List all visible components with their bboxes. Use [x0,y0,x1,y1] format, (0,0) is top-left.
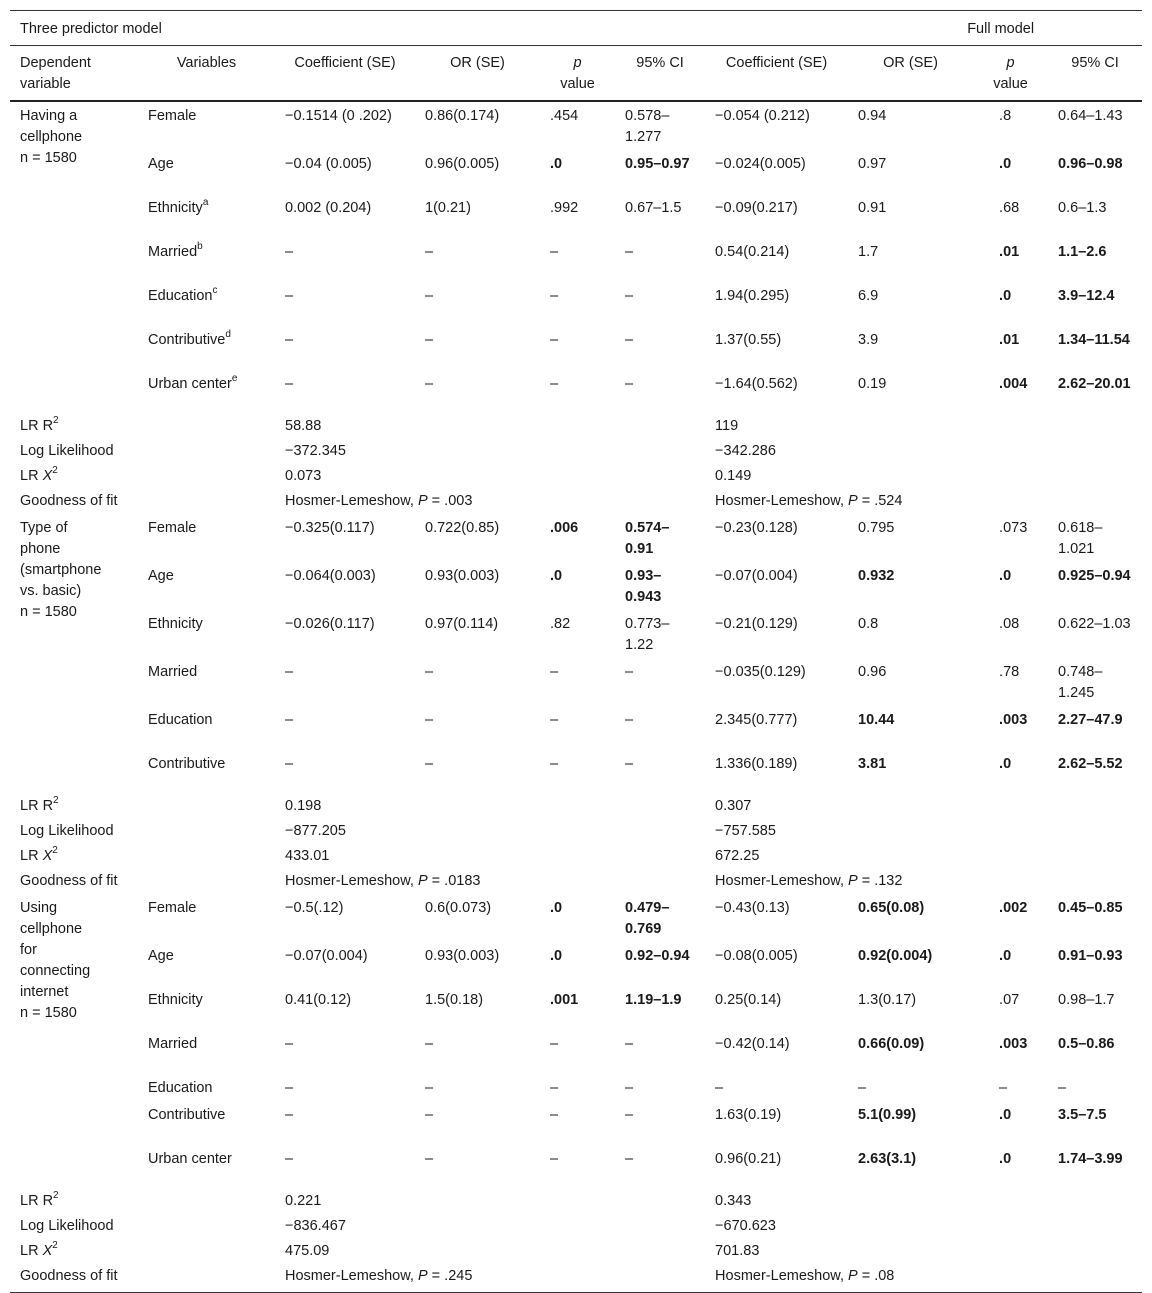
table-cell: Married [148,1036,198,1052]
col-coefficient-se: Coefficient (SE) [275,46,415,102]
table-cell: −372.345 [285,443,346,459]
table-cell: 0.8 [858,616,879,632]
stat-row-goodness-of-fit [10,489,1142,514]
table-cell: 3.9 [858,332,879,348]
table-cell: – [285,712,294,728]
table-cell: 1.63(0.19) [715,1107,782,1123]
stat-row-lr-x2 [10,844,1142,869]
table-cell: – [625,712,634,728]
table-cell: Hosmer-Lemeshow, P = .132 [715,873,903,889]
table-cell: 1.5(0.18) [425,992,484,1008]
table-cell: Education$^c$ [148,285,218,304]
table-cell: Hosmer-Lemeshow, P = .245 [275,1264,705,1293]
table-cell: Married$^b$ [148,241,203,260]
table-cell: – [425,332,434,348]
table-cell: Contributive [148,756,226,772]
table-cell: Urban center$^e$ [148,373,238,392]
table-cell: Ethnicity [148,616,203,632]
table-cell: – [550,288,559,304]
table-cell: .0 [999,756,1012,772]
table-cell: 119 [715,418,739,434]
table-row [10,1101,1142,1145]
table-cell: 0.93(0.003) [425,948,500,964]
table-cell: – [425,1151,434,1167]
table-cell: .0 [999,156,1012,172]
table-cell: 0.307 [715,798,752,814]
table-cell: LR $R^2$ [20,1190,59,1209]
table-cell: −836.467 [285,1218,346,1234]
table-cell: Log Likelihood [20,823,114,839]
table-cell: 2.27–47.9 [1058,712,1123,728]
table-row [10,370,1142,414]
table-row [10,750,1142,794]
table-cell: 0.97(0.114) [425,616,499,632]
table-cell: 0.748–1.245 [1058,664,1103,701]
table-row [10,101,1142,150]
table-cell: – [550,376,559,392]
table-cell: – [425,1080,434,1096]
table-cell: 0.91–0.93 [1058,948,1123,964]
stat-row-lr-r2 [10,794,1142,819]
table-cell: .68 [999,200,1020,216]
table-cell: – [425,288,434,304]
table-cell: – [425,1036,434,1052]
three-predictor-heading: Three predictor model [10,11,615,46]
table-cell: Log Likelihood [20,1218,114,1234]
col-or-se: OR (SE) [415,46,540,102]
table-cell: Hosmer-Lemeshow, P = .003 [285,493,473,509]
table-cell: 701.83 [715,1243,760,1259]
table-cell: Log Likelihood [20,443,114,459]
table-cell: .0 [999,1107,1012,1123]
table-cell: 1.34–11.54 [1058,332,1130,348]
table-cell: −0.064(0.003) [285,568,376,584]
table-cell: – [285,756,294,772]
table-cell: – [425,376,434,392]
table-cell: .0 [550,948,563,964]
table-cell: Goodness of fit [20,873,118,889]
table-cell: 2.62–20.01 [1058,376,1131,392]
table-cell: 0.65(0.08) [858,900,925,916]
table-cell: .01 [999,244,1020,260]
table-cell: 0.149 [715,468,752,484]
table-cell: −0.04 (0.005) [285,156,372,172]
table-cell: 0.574–0.91 [625,520,670,557]
table-cell: – [285,1080,294,1096]
table-cell: 0.97 [858,156,887,172]
table-cell: – [285,664,294,680]
table-cell: −0.054 (0.212) [715,108,810,124]
table-cell: .08 [999,616,1020,632]
table-row [10,610,1142,658]
table-row [10,1145,1142,1189]
table-cell: Urban center [148,1151,232,1167]
col-variables: Variables [138,46,275,102]
table-cell: Age [148,568,174,584]
table-cell: – [550,712,559,728]
table-cell: – [550,756,559,772]
table-row [10,658,1142,706]
table-row [10,942,1142,986]
table-cell: Ethnicity [148,992,203,1008]
stat-row-log-likelihood [10,819,1142,844]
table-cell: Hosmer-Lemeshow, P = .524 [715,493,903,509]
table-cell: Age [148,156,174,172]
col-95-ci-full: 95% CI [1048,46,1142,102]
table-row [10,282,1142,326]
stat-row-log-likelihood [10,1214,1142,1239]
stat-row-lr-x2 [10,1239,1142,1264]
table-cell: Married [148,664,198,680]
table-cell: .0 [999,948,1012,964]
table-cell: – [550,1036,559,1052]
table-cell: 0.002 (0.204) [285,200,372,216]
table-row [10,986,1142,1030]
table-cell: 0.54(0.214) [715,244,790,260]
table-row [10,514,1142,562]
table-cell: −0.325(0.117) [285,520,375,536]
table-cell: 0.6–1.3 [1058,200,1107,216]
table-cell: 0.92–0.94 [625,948,690,964]
table-cell: Education [148,1080,213,1096]
table-cell: 1.3(0.17) [858,992,917,1008]
table-cell: −0.23(0.128) [715,520,798,536]
table-cell: −342.286 [715,443,776,459]
full-model-heading: Full model [615,11,1142,46]
table-cell: – [425,1107,434,1123]
table-cell: 0.221 [285,1193,322,1209]
table-cell: −0.42(0.14) [715,1036,790,1052]
table-cell: 475.09 [285,1243,330,1259]
table-cell: 0.932 [858,568,895,584]
table-cell: 5.1(0.99) [858,1107,917,1123]
table-cell: 1.7 [858,244,879,260]
table-cell: .0 [999,568,1012,584]
column-header-row [10,46,1142,102]
table-cell: 0.5–0.86 [1058,1036,1115,1052]
table-cell: 0.94 [858,108,887,124]
table-cell: Hosmer-Lemeshow, P = .0183 [285,873,481,889]
table-cell: 1.336(0.189) [715,756,798,772]
table-cell: LR $X^2$ [20,1240,58,1259]
table-cell: Contributive [148,1107,226,1123]
table-row [10,1030,1142,1074]
stat-row-log-likelihood [10,439,1142,464]
dependent-variable-cell: Using cellphone for connecting internet n = 1580 [20,900,91,1021]
table-cell: Age [148,948,174,964]
table-cell: −670.623 [715,1218,776,1234]
table-cell: – [625,1036,634,1052]
table-cell: 0.622–1.03 [1058,616,1131,632]
table-cell: – [625,376,634,392]
table-cell: .006 [550,520,579,536]
table-cell: .01 [999,332,1020,348]
col-p-value: p value [540,46,615,102]
table-cell: .004 [999,376,1028,392]
table-cell: 58.88 [285,418,322,434]
table-cell: Female [148,108,197,124]
table-cell: 0.96(0.005) [425,156,500,172]
table-cell: 0.578–1.277 [625,108,670,145]
table-row [10,194,1142,238]
table-cell: – [625,664,634,680]
table-cell: – [550,664,559,680]
table-cell: – [285,1036,294,1052]
dependent-variable-cell: Type of phone (smartphone vs. basic) n = 1580 [20,520,102,620]
table-cell: −0.43(0.13) [715,900,790,916]
table-cell: −0.07(0.004) [715,568,798,584]
stat-row-goodness-of-fit [10,1264,1142,1293]
dependent-variable-cell: Having a cellphone n = 1580 [20,108,83,166]
table-cell: Hosmer-Lemeshow, P = .08 [705,1264,1142,1293]
table-cell: – [625,1151,634,1167]
table-cell: 0.925–0.94 [1058,568,1131,584]
table-cell: Ethnicity$^a$ [148,197,209,216]
table-cell: 0.19 [858,376,887,392]
table-cell: – [1058,1080,1067,1096]
table-cell: .002 [999,900,1028,916]
table-cell: LR $R^2$ [20,415,59,434]
table-cell: 1.37(0.55) [715,332,782,348]
table-cell: 3.5–7.5 [1058,1107,1107,1123]
table-cell: – [425,712,434,728]
table-container [10,10,1142,1293]
table-cell: −757.585 [715,823,776,839]
table-cell: 2.63(3.1) [858,1151,917,1167]
table-cell: 2.345(0.777) [715,712,798,728]
table-cell: – [625,288,634,304]
table-cell: 1(0.21) [425,200,471,216]
table-cell: −0.09(0.217) [715,200,798,216]
table-cell: .0 [550,156,563,172]
table-cell: −0.21(0.129) [715,616,798,632]
table-cell: −0.026(0.117) [285,616,375,632]
table-cell: LR $X^2$ [20,465,58,484]
table-cell: – [550,1151,559,1167]
table-cell: 0.198 [285,798,322,814]
table-cell: 1.94(0.295) [715,288,790,304]
table-cell: −0.08(0.005) [715,948,798,964]
table-cell: – [625,244,634,260]
table-cell: −1.64(0.562) [715,376,798,392]
table-row [10,326,1142,370]
table-cell: −0.1514 (0 .202) [285,108,392,124]
table-cell: Goodness of fit [20,493,118,509]
table-cell: Female [148,520,197,536]
table-cell: 0.91 [858,200,887,216]
table-cell: Education [148,712,213,728]
table-cell: – [625,1080,634,1096]
col-dependent-variable: Dependent variable [10,46,138,102]
table-cell: – [625,1107,634,1123]
table-row [10,562,1142,610]
table-cell: – [285,1107,294,1123]
stat-row-goodness-of-fit [10,869,1142,894]
table-cell: .001 [550,992,579,1008]
table-cell: – [858,1080,867,1096]
table-cell: – [550,244,559,260]
table-cell: – [625,756,634,772]
table-cell: 0.96–0.98 [1058,156,1123,172]
table-cell: 0.67–1.5 [625,200,682,216]
table-cell: – [285,1151,294,1167]
table-cell: 0.25(0.14) [715,992,782,1008]
table-cell: 0.073 [285,468,322,484]
table-cell: – [999,1080,1008,1096]
table-cell: 0.41(0.12) [285,992,352,1008]
table-cell: −0.07(0.004) [285,948,368,964]
table-cell: 0.343 [715,1193,752,1209]
table-cell: – [550,332,559,348]
table-cell: 1.19–1.9 [625,992,682,1008]
table-cell: 0.96(0.21) [715,1151,782,1167]
table-row [10,1074,1142,1101]
table-cell: .78 [999,664,1020,680]
table-cell: 0.92(0.004) [858,948,933,964]
table-cell: 0.618–1.021 [1058,520,1103,557]
stat-row-lr-r2 [10,1189,1142,1214]
table-cell: 0.93–0.943 [625,568,662,605]
col-or-se-full: OR (SE) [848,46,973,102]
stat-row-lr-x2 [10,464,1142,489]
table-cell: – [285,376,294,392]
table-cell: 0.98–1.7 [1058,992,1115,1008]
table-cell: .07 [999,992,1020,1008]
table-cell: – [285,288,294,304]
table-cell: Female [148,900,197,916]
table-cell: – [425,664,434,680]
table-cell: – [715,1080,724,1096]
table-cell: – [285,332,294,348]
table-cell: 0.479–0.769 [625,900,670,937]
table-cell: .0 [999,288,1012,304]
table-cell: .992 [550,200,579,216]
table-cell: 6.9 [858,288,879,304]
table-cell: .003 [999,712,1028,728]
table-cell: 0.773–1.22 [625,616,670,653]
table-cell: −877.205 [285,823,346,839]
table-cell: LR $R^2$ [20,795,59,814]
table-cell: .073 [999,520,1028,536]
table-cell: 0.66(0.09) [858,1036,925,1052]
stat-row-lr-r2 [10,414,1142,439]
table-cell: – [625,332,634,348]
table-cell: – [425,244,434,260]
col-95-ci: 95% CI [615,46,705,102]
table-cell: 3.9–12.4 [1058,288,1115,304]
table-cell: 0.96 [858,664,887,680]
table-cell: 1.1–2.6 [1058,244,1107,260]
table-cell: .454 [550,108,579,124]
table-cell: −0.5(.12) [285,900,344,916]
table-cell: – [425,756,434,772]
table-row [10,706,1142,750]
regression-table [10,10,1142,1293]
table-cell: .003 [999,1036,1028,1052]
table-cell: 0.95–0.97 [625,156,690,172]
table-row [10,238,1142,282]
table-cell: 0.86(0.174) [425,108,500,124]
table-cell: Goodness of fit [10,1264,275,1293]
table-cell: .0 [550,900,563,916]
table-cell: 672.25 [715,848,760,864]
table-cell: 1.74–3.99 [1058,1151,1123,1167]
col-coefficient-se-full: Coefficient (SE) [705,46,848,102]
table-cell: .82 [550,616,571,632]
table-cell: 0.45–0.85 [1058,900,1123,916]
table-row [10,894,1142,942]
table-cell: Contributive$^d$ [148,329,231,348]
table-cell: 0.795 [858,520,895,536]
table-cell: LR $X^2$ [20,845,58,864]
table-cell: 0.64–1.43 [1058,108,1123,124]
table-cell: 433.01 [285,848,330,864]
table-cell: 0.6(0.073) [425,900,492,916]
table-cell: – [550,1080,559,1096]
table-cell: 3.81 [858,756,887,772]
table-cell: – [550,1107,559,1123]
table-cell: .0 [550,568,563,584]
col-p-value-full: p value [973,46,1048,102]
table-cell: .0 [999,1151,1012,1167]
table-cell: 10.44 [858,712,895,728]
table-cell: 0.93(0.003) [425,568,500,584]
model-header-row [10,11,1142,46]
table-cell: −0.024(0.005) [715,156,806,172]
table-cell: 2.62–5.52 [1058,756,1123,772]
table-row [10,150,1142,194]
table-cell: −0.035(0.129) [715,664,806,680]
table-cell: .8 [999,108,1012,124]
table-cell: – [285,244,294,260]
table-cell: 0.722(0.85) [425,520,500,536]
